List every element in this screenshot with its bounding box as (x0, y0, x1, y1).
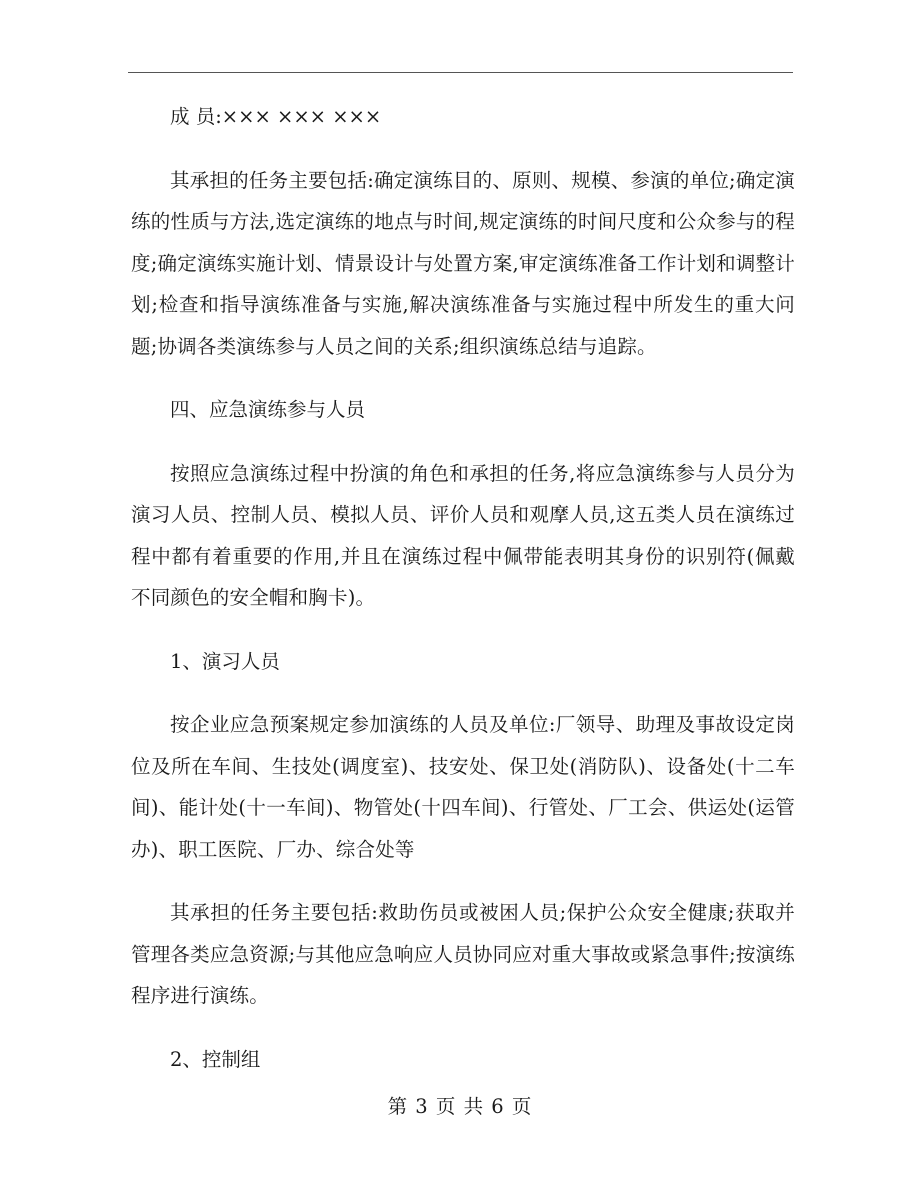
paragraph-tasks: 其承担的任务主要包括:确定演练目的、原则、规模、参演的单位;确定演练的性质与方法,选定演练的地点与时间,规定演练的时间尺度和公众参与的程度;确定演练实施计划、情景设计与处置方案,审定演练准备工作计划和调整计划;检查和指导演练准备与实施,解决演练准备与实施过程中所发生的重大问题;协调各类演练参与人员之间的关系;组织演练总结与追踪。 (131, 168, 795, 358)
subheading-exercise-personnel: 1、演习人员 (170, 649, 280, 673)
header-rule (128, 72, 793, 73)
paragraph-participant-roles: 按照应急演练过程中扮演的角色和承担的任务,将应急演练参与人员分为演习人员、控制人员、模拟人员、评价人员和观摩人员,这五类人员在演练过程中都有着重要的作用,并且在演练过程中佩带能表明其身份的识别符(佩戴不同颜色的安全帽和胸卡)。 (131, 461, 795, 609)
subheading-control-group: 2、控制组 (170, 1047, 261, 1071)
section-heading-participants: 四、应急演练参与人员 (170, 398, 366, 421)
page-footer: 第 3 页 共 6 页 (387, 1095, 533, 1118)
paragraph-exercise-tasks: 其承担的任务主要包括:救助伤员或被困人员;保护公众安全健康;获取并管理各类应急资源;与其他应急响应人员协同应对重大事故或紧急事件;按演练程序进行演练。 (131, 901, 795, 1007)
paragraph-exercise-units: 按企业应急预案规定参加演练的人员及单位:厂领导、助理及事故设定岗位及所在车间、生技处(调度室)、技安处、保卫处(消防队)、设备处(十二车间)、能计处(十一车间)、物管处(十四车间)、行管处、厂工会、供运处(运管办)、职工医院、厂办、综合处等 (131, 713, 795, 861)
document-body (131, 96, 795, 1102)
members-line: 成 员:××× ××× ××× (170, 105, 382, 128)
